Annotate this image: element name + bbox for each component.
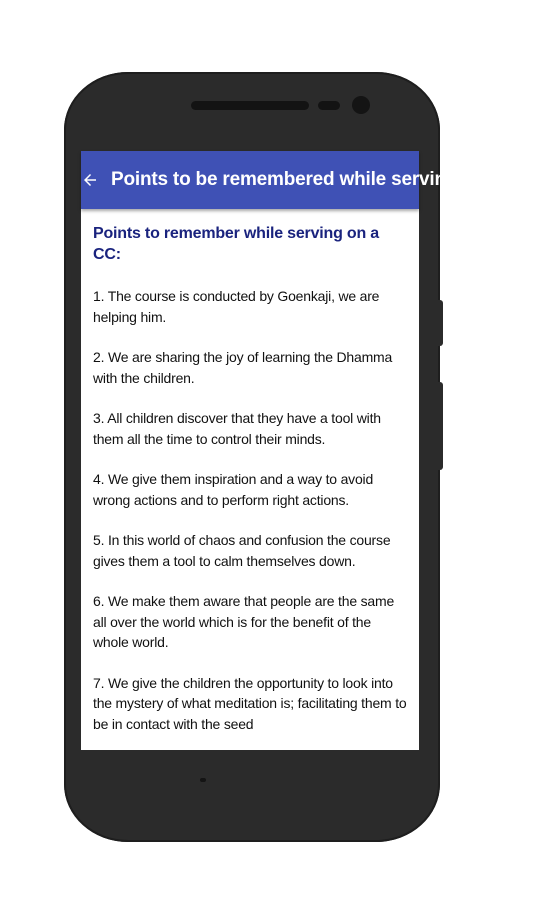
- app-screen: [81, 151, 533, 750]
- volume-button: [436, 382, 443, 470]
- point-item: 4. We give them inspiration and a way to avoid wrong actions and to perform right actions.: [93, 471, 374, 508]
- arrow-back-icon: [81, 171, 99, 189]
- back-button[interactable]: [81, 151, 99, 209]
- page-title: Points to be remembered while serving on a CC: [111, 169, 533, 190]
- app-bar: [81, 151, 533, 209]
- point-item: 6. We make them aware that people are the same all over the world which is for the benefit of the whole world.: [93, 593, 395, 650]
- front-camera: [352, 96, 370, 114]
- point-item: 3. All children discover that they have a tool with them all the time to control their minds.: [93, 410, 381, 447]
- power-button: [436, 300, 443, 346]
- point-item: 1. The course is conducted by Goenkaji, we are helping him.: [93, 288, 380, 325]
- phone-microphone: [200, 778, 206, 782]
- point-item: 5. In this world of chaos and confusion the course gives them a tool to calm themselves down.: [93, 532, 391, 569]
- point-item: 2. We are sharing the joy of learning the Dhamma with the children.: [93, 349, 393, 386]
- phone-speaker: [191, 101, 309, 110]
- phone-sensor: [318, 101, 340, 110]
- section-heading: Points to remember while serving on a CC:: [93, 225, 380, 263]
- point-item: 7. We give the children the opportunity to look into the mystery of what meditation is; facilitating them to be in contact with the seed: [93, 674, 407, 732]
- content-scroll-area[interactable]: [81, 209, 419, 734]
